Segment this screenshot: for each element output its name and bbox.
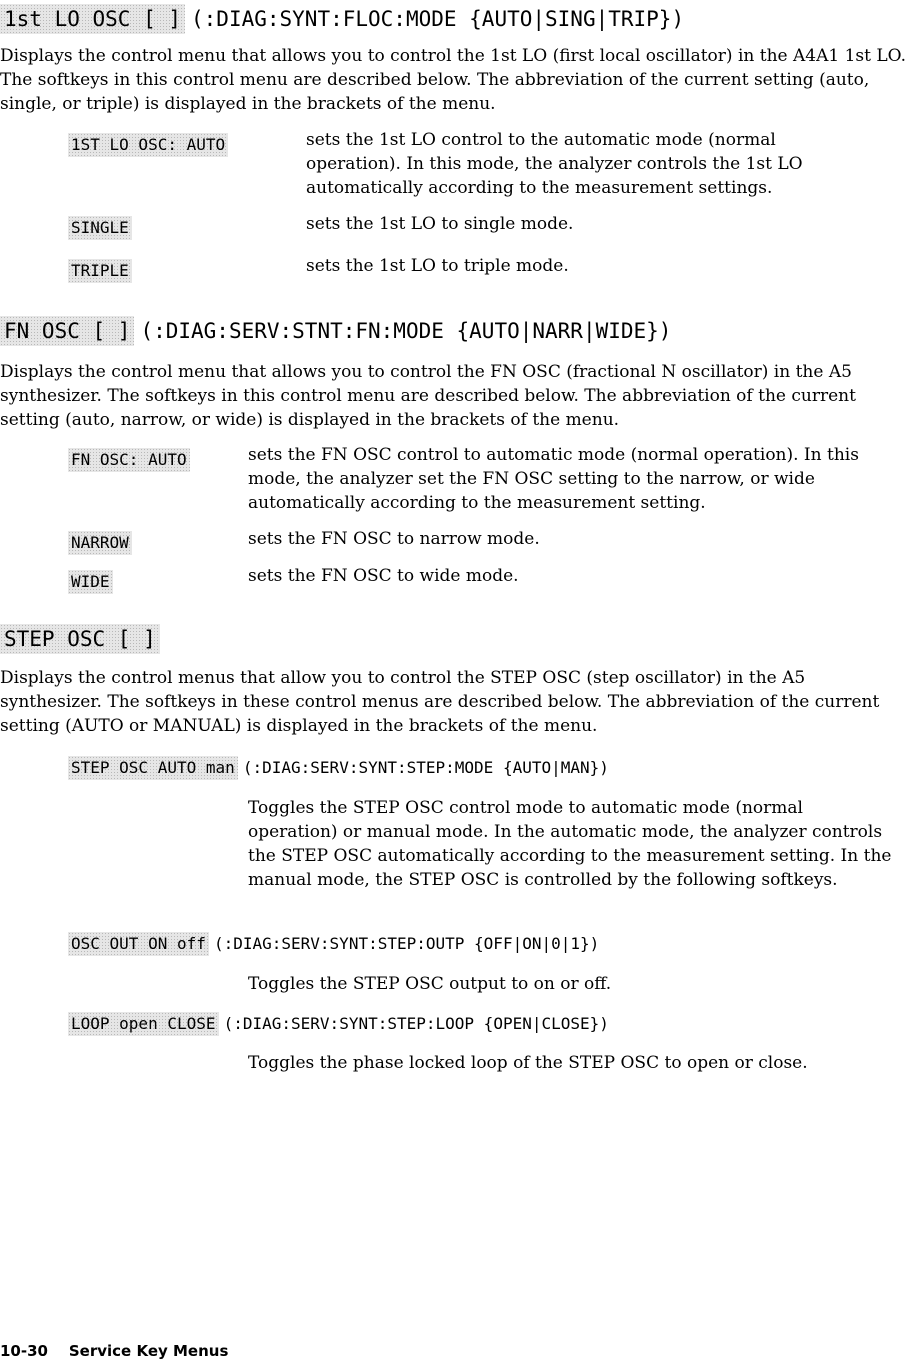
softkey-row	[68, 756, 609, 780]
softkey-description: Toggles the STEP OSC control mode to automatic mode (normal operation) or manual mode. In the automatic mode, the analyzer controls the STEP OSC automatically according to the measurement setting. In the manual mode, the STEP OSC is controlled by the following softkeys.	[248, 798, 892, 890]
section-heading-step-osc	[0, 624, 160, 654]
softkey-row	[68, 216, 132, 240]
softkey-description: sets the FN OSC control to automatic mode (normal operation). In this mode, the analyzer set the FN OSC setting to the narrow, or wide automatically according to the measurement setting.	[248, 445, 859, 513]
softkey-triple[interactable]: TRIPLE	[68, 259, 132, 283]
softkey-row	[68, 531, 132, 555]
softkey-row	[68, 259, 132, 283]
section-heading-fn-osc	[0, 316, 671, 346]
softkey-description: sets the FN OSC to wide mode.	[248, 566, 519, 586]
section-intro: Displays the control menu that allows you to control the FN OSC (fractional N oscillator) in the A5 synthesizer. The softkeys in this control menu are described below. The abbreviation of the current setting (auto, narrow, or wide) is displayed in the brackets of the menu.	[0, 362, 856, 430]
softkey-narrow[interactable]: NARROW	[68, 531, 132, 555]
scpi-command: (:DIAG:SERV:SYNT:STEP:MODE {AUTO|MAN})	[242, 758, 609, 777]
softkey-description: sets the 1st LO control to the automatic mode (normal operation). In this mode, the analyzer controls the 1st LO automatically according to the measurement settings.	[306, 130, 803, 198]
softkey-1st-lo-osc-auto[interactable]: 1ST LO OSC: AUTO	[68, 133, 228, 157]
page-number: 10-30	[0, 1342, 48, 1360]
softkey-wide[interactable]: WIDE	[68, 570, 113, 594]
section-intro: Displays the control menu that allows you to control the 1st LO (first local oscillator) in the A4A1 1st LO. The softkeys in this control menu are described below. The abbreviation of the current setting (auto, single, or triple) is displayed in the brackets of the menu.	[0, 46, 906, 114]
softkey-1st-lo-osc[interactable]: 1st LO OSC [ ]	[0, 4, 185, 34]
softkey-description: sets the FN OSC to narrow mode.	[248, 529, 540, 549]
section-intro: Displays the control menus that allow you to control the STEP OSC (step oscillator) in the A5 synthesizer. The softkeys in these control menus are described below. The abbreviation of the current setting (AUTO or MANUAL) is displayed in the brackets of the menu.	[0, 668, 880, 736]
softkey-osc-out-on-off[interactable]: OSC OUT ON off	[68, 932, 209, 956]
softkey-row	[68, 448, 190, 472]
chapter-title: Service Key Menus	[68, 1342, 229, 1360]
softkey-loop-open-close[interactable]: LOOP open CLOSE	[68, 1012, 219, 1036]
scpi-command: (:DIAG:SERV:STNT:FN:MODE {AUTO|NARR|WIDE})	[140, 319, 672, 343]
softkey-row	[68, 570, 113, 594]
softkey-description: Toggles the phase locked loop of the STEP OSC to open or close.	[248, 1053, 808, 1073]
page-footer	[0, 1342, 228, 1360]
softkey-row	[68, 932, 599, 956]
softkey-step-osc[interactable]: STEP OSC [ ]	[0, 624, 160, 654]
softkey-row	[68, 1012, 609, 1036]
scpi-command: (:DIAG:SYNT:FLOC:MODE {AUTO|SING|TRIP})	[191, 7, 685, 31]
scpi-command: (:DIAG:SERV:SYNT:STEP:LOOP {OPEN|CLOSE})	[223, 1014, 609, 1033]
softkey-single[interactable]: SINGLE	[68, 216, 132, 240]
section-heading-1st-lo-osc	[0, 4, 684, 34]
softkey-fn-osc-auto[interactable]: FN OSC: AUTO	[68, 448, 190, 472]
softkey-fn-osc[interactable]: FN OSC [ ]	[0, 316, 134, 346]
softkey-step-osc-auto-man[interactable]: STEP OSC AUTO man	[68, 756, 238, 780]
softkey-row	[68, 133, 228, 157]
softkey-description: sets the 1st LO to single mode.	[306, 214, 574, 234]
softkey-description: sets the 1st LO to triple mode.	[306, 256, 569, 276]
softkey-description: Toggles the STEP OSC output to on or off.	[248, 974, 612, 994]
scpi-command: (:DIAG:SERV:SYNT:STEP:OUTP {OFF|ON|0|1})	[213, 934, 600, 953]
